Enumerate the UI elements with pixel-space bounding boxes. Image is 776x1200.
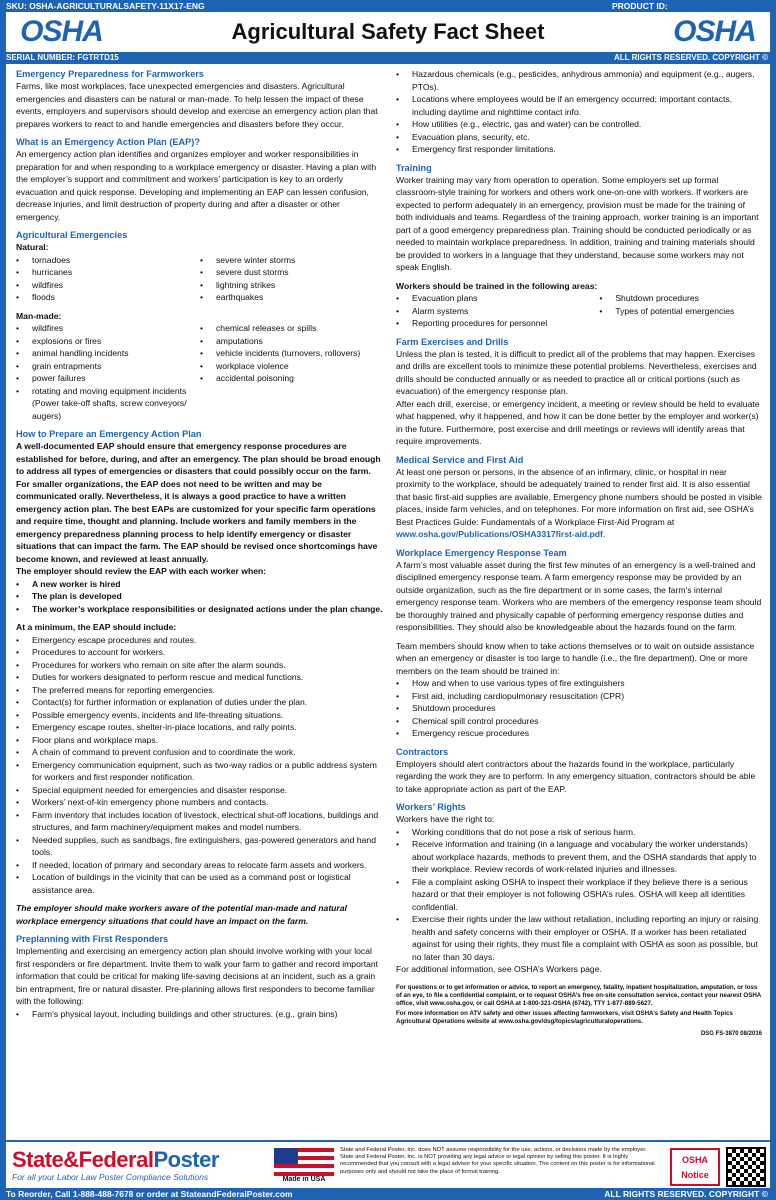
list-item: • wildfires (16, 322, 200, 335)
natural-label: Natural: (16, 242, 49, 252)
section-title-rights: Workers’ Rights (396, 802, 466, 812)
list-item: • File a complaint asking OSHA to inspect their workplace if they believe there is a serious hazard or that their employer is not following OSHA’s rules. OSHA will keep all identities confidential. (396, 876, 762, 914)
list-item: • If needed, location of primary and secondary areas to relocate farm assets and workers. (16, 859, 384, 872)
section-title-contractors: Contractors (396, 746, 449, 757)
manmade-list-b (200, 322, 384, 422)
copyright-bottom: ALL RIGHTS RESERVED. COPYRIGHT © (604, 1189, 768, 1199)
list-item: • Emergency escape routes, shelter-in-place locations, and rally points. (16, 721, 384, 734)
qr-code-icon[interactable] (726, 1147, 766, 1187)
list-item: • Workers’ next-of-kin emergency phone numbers and contacts. (16, 796, 384, 809)
list-item: • Location of buildings in the vicinity that can be used as a command post or logistical assistance area. (16, 871, 384, 896)
trained-list (396, 292, 762, 330)
page-title: Agricultural Safety Fact Sheet (231, 19, 545, 44)
paragraph-medical: At least one person or persons, in the absence of an infirmary, clinic, or hospital in near proximity to the workplace, should be adequately trained to render first aid. It is also essential that basic first-aid supplies are available. Emergency phone numbers should be posted in visible places, inside farm vehicles, and on telephones. For more information on first aid, see OSHA’s Best Practices Guide: Fundamentals of a Workplace First-Aid Program at www.osha.gov/Publications/OSHA3317first-aid.pdf. (396, 466, 762, 539)
list-item: • A new worker is hired (16, 578, 384, 591)
list-item: • Shutdown procedures (396, 702, 762, 715)
list-item: • Farm’s physical layout, including buildings and other structures. (e.g., grain bins) (16, 1008, 384, 1021)
list-item: • hurricanes (16, 266, 200, 279)
brand-tagline: For all your Labor Law Poster Compliance Solutions (12, 1172, 209, 1182)
list-item: • Floor plans and workplace maps. (16, 734, 384, 747)
product-id-text: PRODUCT ID: (612, 1, 668, 11)
header (6, 12, 770, 52)
list-item: • floods (16, 291, 200, 304)
list-item: • lightning strikes (200, 279, 384, 292)
right-column (396, 68, 762, 1040)
paragraph-drills-1: Unless the plan is tested, it is difficult to predict all of the problems that may happen. Exercises and drills are excellent tools to minimize these potential problems. Nevertheless, exercises and drills should be conducted annually or as needed to practice all or critical portions (such as evacuation) of the emergency response plan. (396, 348, 757, 396)
disclaimer-text: State and Federal Poster, Inc. does NOT assume responsibility for the use, actions, or decisions made by the employer. State and Federal Poster, Inc. is NOT providing any legal advice or legal opinion by selling this poster. It is highly recommended that you consult with a legal advisor for your specific situation. The content on this poster is for informational purposes only and should not take the place of formal training. (340, 1147, 655, 1175)
team-training-list (396, 677, 762, 740)
section-title-preplanning: Preplanning with First Responders (16, 934, 169, 944)
section-title-drills: Farm Exercises and Drills (396, 336, 509, 347)
list-item: • earthquakes (200, 291, 384, 304)
list-item: • severe dust storms (200, 266, 384, 279)
section-title-eap: What is an Emergency Action Plan (EAP)? (16, 137, 200, 147)
list-item: • A chain of command to prevent confusion and to coordinate the work. (16, 746, 384, 759)
preplan-continued-list (396, 68, 762, 156)
state-federal-poster-logo: State&FederalPoster For all your Labor Law Poster Compliance Solutions (12, 1148, 262, 1186)
list-item: • Shutdown procedures (599, 292, 762, 305)
list-item: • Contact(s) for further information or explanation of duties under the plan. (16, 696, 384, 709)
natural-list (16, 254, 384, 304)
list-item: • Working conditions that do not pose a risk of serious harm. (396, 826, 762, 839)
list-item: • tornadoes (16, 254, 200, 267)
list-item: • Locations where employees would be if an emergency occurred; important contacts, including daytime and nighttime contact info. (396, 93, 762, 118)
section-title-ag-emergencies: Agricultural Emergencies (16, 230, 128, 240)
list-item: • wildfires (16, 279, 200, 292)
section-title-training: Training (396, 162, 432, 173)
copyright-top: ALL RIGHTS RESERVED. COPYRIGHT © (613, 53, 768, 62)
paragraph-drills-2: After each drill, exercise, or emergency incident, a meeting or review should be held to evaluate what happened, why it happened, and how it can be done better by the employer and worker(s) in the future. Furthermore, post exercise and drill meetings or reviews will identify areas that require improvements. (396, 398, 760, 446)
list-item: • Emergency communication equipment, such as two-way radios or a public address system for workers and first responder notification. (16, 759, 384, 784)
list-item: • How and when to use various types of fire extinguishers (396, 677, 762, 690)
section-title-medical: Medical Service and First Aid (396, 454, 524, 465)
osha-logo-left: OSHA (9, 15, 114, 49)
review-list (16, 578, 384, 616)
list-item: • Exercise their rights under the law without retaliation, including reporting an injury or raising health and safety concerns with their employer or OSHA. If a worker has been retaliated against for using their rights, they must file a complaint with OSHA as soon as possible, but no later than 30 days. (396, 913, 762, 963)
list-item: • The worker’s workplace responsibilities or designated actions under the plan change. (16, 603, 384, 616)
list-item: • animal handling incidents (16, 347, 200, 360)
list-item: • grain entrapments (16, 360, 200, 373)
trained-list-b (599, 292, 762, 330)
contact-info-text: For questions or to get information or advice, to report an emergency, fatality, inpatient hospitalization, amputation, or loss of an eye, to file a confidential complaint, or to request OSHA’s free on-site consultation service, contact your nearest OSHA office, visit www.osha.gov, or call OSHA at 1-800-321-OSHA (6742), TTY 1-877-889-5627. (396, 983, 762, 1007)
paragraph-prepare: A well-documented EAP should ensure that emergency response procedures are established for before, during, and after an emergency. The plan should be broad enough to address all types of emergencies or disasters that could possibly occur on the farm. For smaller organizations, the EAP does not need to be written and may be communicated orally. Nevertheless, it is always a good practice to have a written emergency action plan. The best EAPs are customized for your specific farm operations and require time, thought and planning. Include workers and family members in the emergency preparedness planning process to help identify emergency or disaster situations that can impact the farm. The EAP should be revised once shortcomings have become known, and reviewed at least annually. (16, 441, 381, 564)
natural-list-a (16, 254, 200, 304)
section-title-emergency: Emergency Preparedness for Farmworkers (16, 69, 204, 79)
list-item: • Possible emergency events, incidents and life-threating situations. (16, 709, 384, 722)
trained-label: Workers should be trained in the following areas: (396, 280, 598, 291)
left-column (16, 68, 384, 1020)
footer (6, 1140, 770, 1188)
atv-info-text: For more information on ATV safety and other issues affecting farmworkers, visit OSHA’s Safety and Health Topics Agricultural Operations website at www.osha.gov/dsg/topics/agriculturaloperations. (396, 1009, 733, 1025)
rights-intro: Workers have the right to: (396, 814, 495, 824)
list-item: • Types of potential emergencies (599, 305, 762, 318)
list-item: • Emergency first responder limitations. (396, 143, 762, 156)
bottom-info-bar (0, 1188, 776, 1200)
list-item: • Special equipment needed for emergencies and disaster response. (16, 784, 384, 797)
list-item: • How utilities (e.g., electric, gas and water) can be controlled. (396, 118, 762, 131)
minimum-list (16, 634, 384, 897)
list-item: • Emergency escape procedures and routes. (16, 634, 384, 647)
list-item: • Emergency rescue procedures (396, 727, 762, 740)
paragraph-preplanning: Implementing and exercising an emergency action plan should involve working with your local first responders or fire department. Invite them to walk your farm to gather and record important information that could be critical for making life-saving decisions at an incident, such as a grain bin entrapment, fire or natural disaster. Pre-planning allows first responders to become familiar with the following: (16, 946, 379, 1006)
usa-flag-icon (274, 1148, 334, 1186)
list-item: • Chemical spill control procedures (396, 715, 762, 728)
list-item: • power failures (16, 372, 200, 385)
list-item: • The preferred means for reporting emergencies. (16, 684, 384, 697)
top-info-bar (0, 0, 776, 12)
paragraph-emergency: Farms, like most workplaces, face unexpected emergencies and disasters. Agricultural emergencies and disasters can be natural or man-made. To help lessen the impact of these events, employers and supervisors should develop and exercise an emergency action plan that prepares workers to react to and handle emergencies and disasters before they occur. (16, 81, 378, 129)
minimum-label: At a minimum, the EAP should include: (16, 622, 177, 632)
serial-bar (0, 52, 776, 64)
list-item: • Reporting procedures for personnel (396, 317, 599, 330)
serial-number: SERIAL NUMBER: FGTRTD15 (6, 53, 119, 62)
list-item: • Duties for workers designated to perform rescue and medical functions. (16, 671, 384, 684)
manmade-label: Man-made: (16, 310, 62, 321)
list-item: • Needed supplies, such as sandbags, fire extinguishers, gas-powered generators and hand tools. (16, 834, 384, 859)
sku-text: SKU: OSHA-AGRICULTURALSAFETY-11X17-ENG (6, 1, 205, 11)
rights-more: For additional information, see OSHA’s Workers page. (396, 964, 602, 974)
manmade-list (16, 322, 384, 422)
list-item: • Procedures to account for workers. (16, 646, 384, 659)
list-item: • chemical releases or spills (200, 322, 384, 335)
preplan-list (16, 1008, 384, 1021)
list-item: • severe winter storms (200, 254, 384, 267)
list-item: • vehicle incidents (turnovers, rollovers) (200, 347, 384, 360)
section-title-team: Workplace Emergency Response Team (396, 547, 567, 558)
list-item: • Receive information and training (in a language and vocabulary the worker understands) about workplace hazards, methods to prevent them, and the OSHA standards that apply to their workplace. Review records of work-related injuries and illnesses. (396, 838, 762, 876)
natural-list-b (200, 254, 384, 304)
list-item: • workplace violence (200, 360, 384, 373)
list-item: • Alarm systems (396, 305, 599, 318)
list-item: • Hazardous chemicals (e.g., pesticides, anhydrous ammonia) and equipment (e.g., augers, PTOs). (396, 68, 762, 93)
paragraph-team-2: Team members should know when to take actions themselves or to wait on outside assistance when an emergency or disaster is too large to handle (i.e., the fire department). One or more members on the team should be trained in: (396, 640, 755, 676)
osha-notice-badge: OSHA Notice (670, 1148, 720, 1186)
list-item: • Farm inventory that includes location of livestock, electrical shut-off locations, buildings and structures, and farm machinery/equipment makes and model numbers. (16, 809, 384, 834)
section-title-prepare: How to Prepare an Emergency Action Plan (16, 429, 202, 439)
trained-list-a (396, 292, 599, 330)
osha-logo-right: OSHA (662, 15, 767, 49)
list-item: • The plan is developed (16, 590, 384, 603)
review-label: The employer should review the EAP with each worker when: (16, 566, 267, 576)
list-item: • Procedures for workers who remain on site after the alarm sounds. (16, 659, 384, 672)
list-item: • Evacuation plans, security, etc. (396, 131, 762, 144)
first-aid-guide-link[interactable]: www.osha.gov/Publications/OSHA3317first-aid.pdf (396, 529, 603, 539)
list-item: • accidental poisoning (200, 372, 384, 385)
rights-list (396, 826, 762, 964)
list-item: • First aid, including cardiopulmonary resuscitation (CPR) (396, 690, 762, 703)
list-item: • Evacuation plans (396, 292, 599, 305)
paragraph-training: Worker training may vary from operation to operation. Some employers set up formal classroom-style training for workers and others work one-on-one with workers. If workers are expected to perform adequately in an emergency, provision must be made for the training of both individuals and teams. Regardless of the training approach, worker training is an important part of a good emergency preparedness plan. Training should be conducted periodically or as needed to maintain workplace preparedness. In addition, training and training materials should be provided to workers in a language that they understand, because some workers may not speak English. (396, 174, 759, 272)
paragraph-contractors: Employers should alert contractors about the hazards found in the workplace, particularly regarding the work they are to perform. In any emergency situation, contractors should be able to take appropriate action as part of the EAP. (396, 758, 756, 794)
list-item: • amputations (200, 335, 384, 348)
made-in-usa-text: Made in USA (282, 1176, 326, 1183)
fact-sheet-body (6, 64, 770, 1140)
list-item: • rotating and moving equipment incidents (Power take-off shafts, screw conveyors/ augers) (16, 385, 200, 423)
paragraph-team-1: A farm’s most valuable asset during the first few minutes of an emergency is a well-trained and disciplined emergency response team. A farm emergency response may be provided by an outside organization, such as the fire department or in some cases, the farm’s internal emergency response team. Workers who are members of the emergency response team should be thoroughly trained and physically capable of performing emergency response duties and responsibilities. They should also be knowledgeable about the hazards found on the farm. (396, 559, 762, 632)
reorder-text: To Reorder, Call 1-888-488-7678 or order at StateandFederalPoster.com (6, 1189, 293, 1199)
list-item: • explosions or fires (16, 335, 200, 348)
aware-text: The employer should make workers aware of the potential man-made and natural workplace emergency situations that could have an impact on the farm. (16, 903, 347, 926)
document-code: DSG FS-3870 08/2016 (700, 1030, 762, 1037)
manmade-list-a (16, 322, 200, 422)
paragraph-eap: An emergency action plan identifies and organizes employer and worker responsibilities in preparation for and when responding to a workplace emergency or disaster. Having a plan with the employer’s support and commitment and workers’ participation is key to an orderly evacuation and quick response. Developing and implementing an EAP can lessen confusion, decrease injuries, and limit destruction of property during and after a disaster or other emergency. (16, 149, 377, 222)
